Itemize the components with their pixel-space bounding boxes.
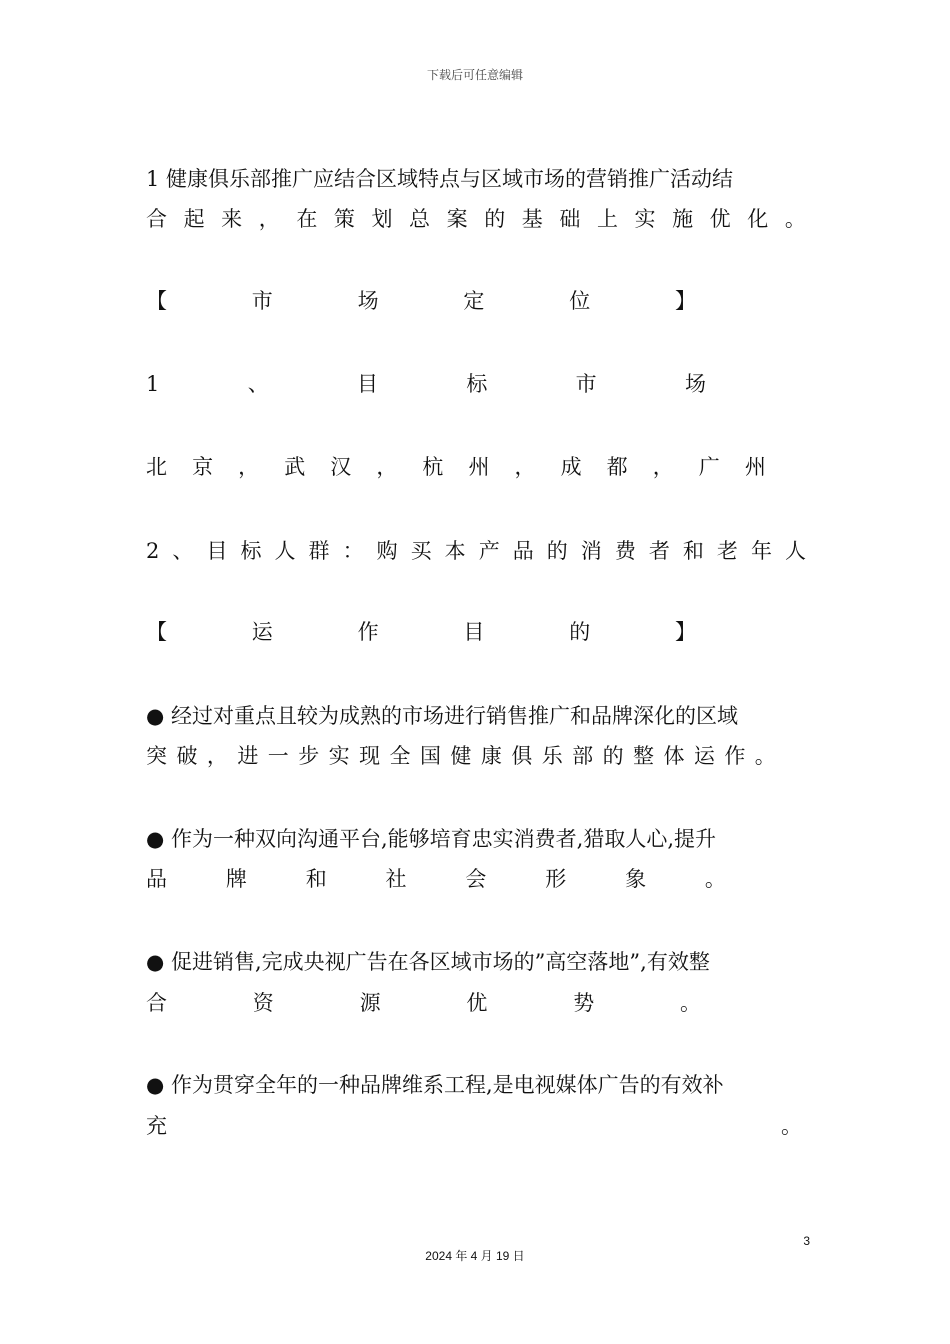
char: 作: [724, 744, 746, 768]
char: 场: [684, 372, 706, 396]
char: 社: [385, 867, 407, 891]
char: 群: [308, 539, 330, 563]
char: 进: [237, 744, 259, 768]
intro-line-1: 1 健康俱乐部推广应结合区域特点与区域市场的营销推广活动结: [146, 167, 734, 191]
char: 施: [672, 207, 694, 231]
char: 。: [784, 207, 806, 231]
char: ，: [238, 455, 260, 479]
char: 市: [575, 372, 597, 396]
bullet-3-line-1: ● 促进销售,完成央视广告在各区域市场的”高空落地”,有效整: [146, 950, 710, 974]
char: 品: [512, 539, 534, 563]
char: 的: [546, 539, 568, 563]
char: 产: [478, 539, 500, 563]
bullet-3-line-2: [146, 988, 701, 1018]
char: 都: [606, 455, 628, 479]
page-number: 3: [803, 1234, 810, 1248]
char: 标: [240, 539, 262, 563]
char: 在: [296, 207, 318, 231]
char: 合: [146, 207, 167, 231]
char: 北: [146, 455, 167, 479]
char: 品: [146, 867, 167, 891]
target-market-label: [146, 369, 706, 399]
char: 础: [559, 207, 581, 231]
char: 优: [709, 207, 731, 231]
char: ，: [652, 455, 674, 479]
char: 俱: [511, 744, 533, 768]
char: 场: [357, 289, 379, 313]
char: 买: [410, 539, 432, 563]
char: 杭: [422, 455, 444, 479]
char: ，: [514, 455, 536, 479]
char: 总: [409, 207, 431, 231]
char: 。: [754, 744, 776, 768]
char: 州: [468, 455, 490, 479]
char: 的: [602, 744, 624, 768]
char: 实: [634, 207, 656, 231]
char: 州: [744, 455, 766, 479]
page-footer-date: 2024 年 4 月 19 日: [425, 1249, 525, 1263]
bullet-4-line-1: ● 作为贯穿全年的一种品牌维系工程,是电视媒体广告的有效补: [146, 1073, 724, 1097]
char: 者: [648, 539, 670, 563]
char: 】: [674, 620, 696, 644]
char: 定: [463, 289, 485, 313]
char: 部: [572, 744, 594, 768]
char: 资: [252, 991, 274, 1015]
char: 乐: [541, 744, 563, 768]
char: 步: [298, 744, 320, 768]
char: 来: [221, 207, 243, 231]
char: 。: [781, 1114, 802, 1138]
char: 策: [333, 207, 355, 231]
char: 汉: [330, 455, 352, 479]
char: 位: [569, 289, 591, 313]
char: 实: [328, 744, 350, 768]
char: 目: [463, 620, 485, 644]
char: 源: [359, 991, 381, 1015]
char: 年: [750, 539, 772, 563]
intro-line-2: [146, 204, 806, 234]
char: 起: [183, 207, 205, 231]
char: ，: [376, 455, 398, 479]
char: 突: [146, 744, 167, 768]
char: 象: [625, 867, 647, 891]
char: 牌: [225, 867, 247, 891]
char: 1: [146, 372, 160, 396]
char: 上: [596, 207, 618, 231]
char: 和: [682, 539, 704, 563]
char: 运: [693, 744, 715, 768]
char: 目: [206, 539, 228, 563]
char: 。: [704, 867, 726, 891]
char: 标: [466, 372, 488, 396]
char: 健: [450, 744, 472, 768]
char: 广: [698, 455, 720, 479]
char: ，: [206, 744, 228, 768]
bullet-2-line-1: ● 作为一种双向沟通平台,能够培育忠实消费者,猎取人心,提升: [146, 827, 717, 851]
page-header: 下载后可任意编辑: [426, 68, 523, 82]
char: 基: [521, 207, 543, 231]
char: 的: [484, 207, 506, 231]
char: 目: [357, 372, 378, 396]
char: 整: [633, 744, 654, 768]
char: 化: [747, 207, 769, 231]
char: 案: [446, 207, 468, 231]
char: 破: [176, 744, 198, 768]
char: 现: [359, 744, 381, 768]
char: 一: [267, 744, 289, 768]
char: 。: [679, 991, 701, 1015]
char: 势: [573, 991, 595, 1015]
char: 2: [146, 539, 160, 563]
bullet-2-line-2: [146, 864, 726, 894]
char: 形: [545, 867, 567, 891]
char: 运: [251, 620, 273, 644]
char: 合: [146, 991, 167, 1015]
char: 市: [251, 289, 273, 313]
char: 人: [274, 539, 296, 563]
char: 京: [192, 455, 214, 479]
bullet-1-line-1: ● 经过对重点且较为成熟的市场进行销售推广和品牌深化的区域: [146, 704, 738, 728]
char: 优: [466, 991, 488, 1015]
char: 人: [784, 539, 806, 563]
char: 消: [580, 539, 602, 563]
char: 成: [560, 455, 582, 479]
char: 全: [389, 744, 411, 768]
char: 作: [357, 620, 379, 644]
char: 和: [305, 867, 327, 891]
char: 【: [146, 620, 167, 644]
char: ：: [342, 539, 364, 563]
char: 本: [444, 539, 466, 563]
char: ，: [258, 207, 280, 231]
char: 】: [674, 289, 696, 313]
char: 体: [663, 744, 685, 768]
bullet-4-line-2: [146, 1111, 802, 1141]
char: 【: [146, 289, 167, 313]
cities-line: [146, 452, 766, 482]
char: 、: [247, 372, 269, 396]
operation-purpose-heading: [146, 617, 696, 647]
market-position-heading: [146, 286, 696, 316]
char: 购: [376, 539, 398, 563]
char: 充: [146, 1114, 167, 1138]
char: 老: [716, 539, 738, 563]
char: 、: [172, 539, 194, 563]
char: 的: [569, 620, 591, 644]
char: 划: [371, 207, 393, 231]
target-people-line: [146, 536, 806, 566]
bullet-1-line-2: [146, 741, 776, 771]
char: 国: [419, 744, 441, 768]
char: 费: [614, 539, 636, 563]
char: 康: [480, 744, 502, 768]
char: 武: [284, 455, 306, 479]
char: 会: [465, 867, 487, 891]
